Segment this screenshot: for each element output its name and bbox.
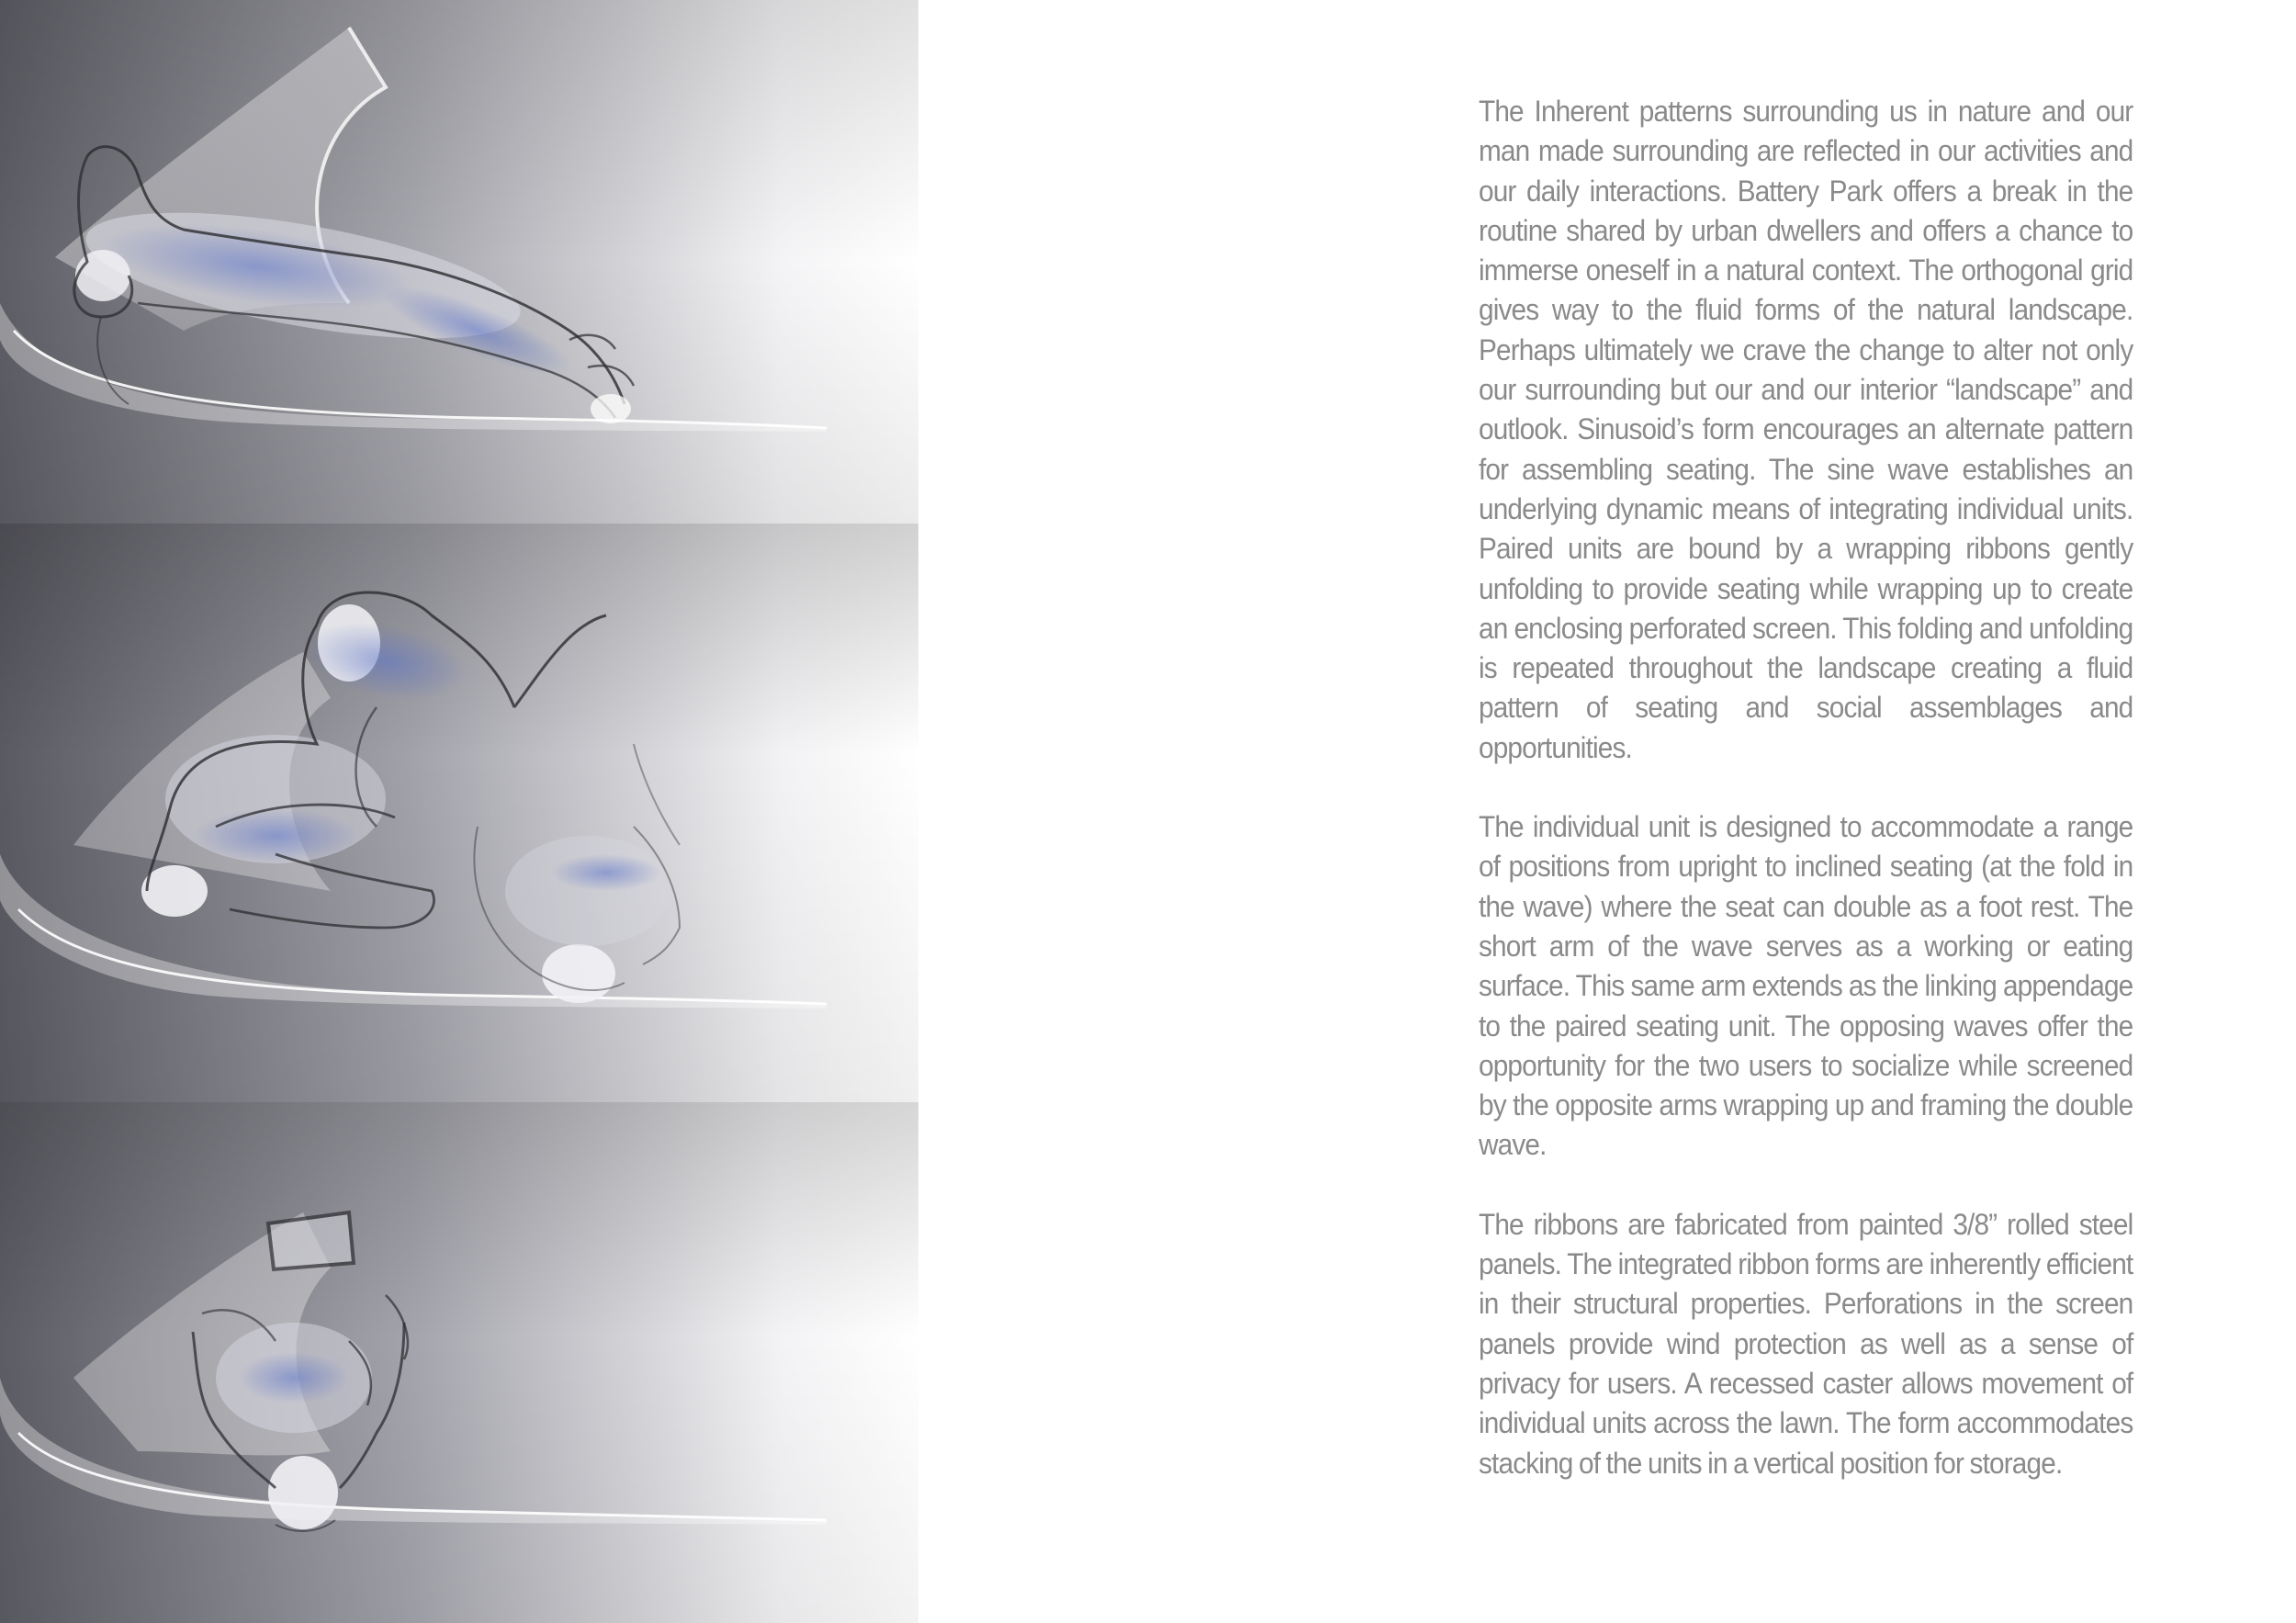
reclining-figure-drawing [0, 0, 918, 524]
illustration-column [0, 0, 918, 1623]
paired-figures-drawing [0, 524, 918, 1102]
description-text [1479, 92, 2133, 1523]
paragraph-intro: The Inherent patterns surrounding us in nature and our man made surrounding are reflected in our activities and our daily interactions. Battery Park offers a break in the routine shared by urban dwellers and offers a chance to immerse oneself in a natural context. The orthogonal grid gives way to the fluid forms of the natural landscape. Perhaps ultimately we crave the change to alter not only our surrounding but our and our interior “landscape” and outlook. Sinusoid’s form encourages an alternate pattern for assembling seating. The sine wave establishes an underlying dynamic means of integrating individual units. Paired units are bound by a wrapping ribbons gently unfolding to provide seating while wrapping up to create an enclosing perforated screen. This folding and unfolding is repeated throughout the landscape creating a fluid pattern of seating and social assemblages and opportunities. [1479, 95, 2133, 764]
figure-at-work-surface-sketch [0, 1102, 918, 1623]
paired-seated-figures-sketch [0, 524, 918, 1102]
paragraph-fabrication: The ribbons are fabricated from painted 3/8” rolled steel panels. The integrated ribbon forms are inherently efficient in their structural properties. Perforations in the screen panels provide wind protection as well as a sense of privacy for users. A recessed caster allows movement of individual units across the lawn. The form accommodates stacking of the units in a vertical position for storage. [1479, 1207, 2133, 1480]
work-surface-drawing [0, 1102, 918, 1623]
reclining-figure-sketch [0, 0, 918, 524]
paragraph-unit-design: The individual unit is designed to accommodate a range of positions from upright to inclined seating (at the fold in the wave) where the seat can double as a foot rest. The short arm of the wave serves as a working or eating surface. This same arm extends as the linking appendage to the paired seating unit. The opposing waves offer the opportunity for the two users to socialize while screened by the opposite arms wrapping up and framing the double wave. [1479, 810, 2133, 1162]
